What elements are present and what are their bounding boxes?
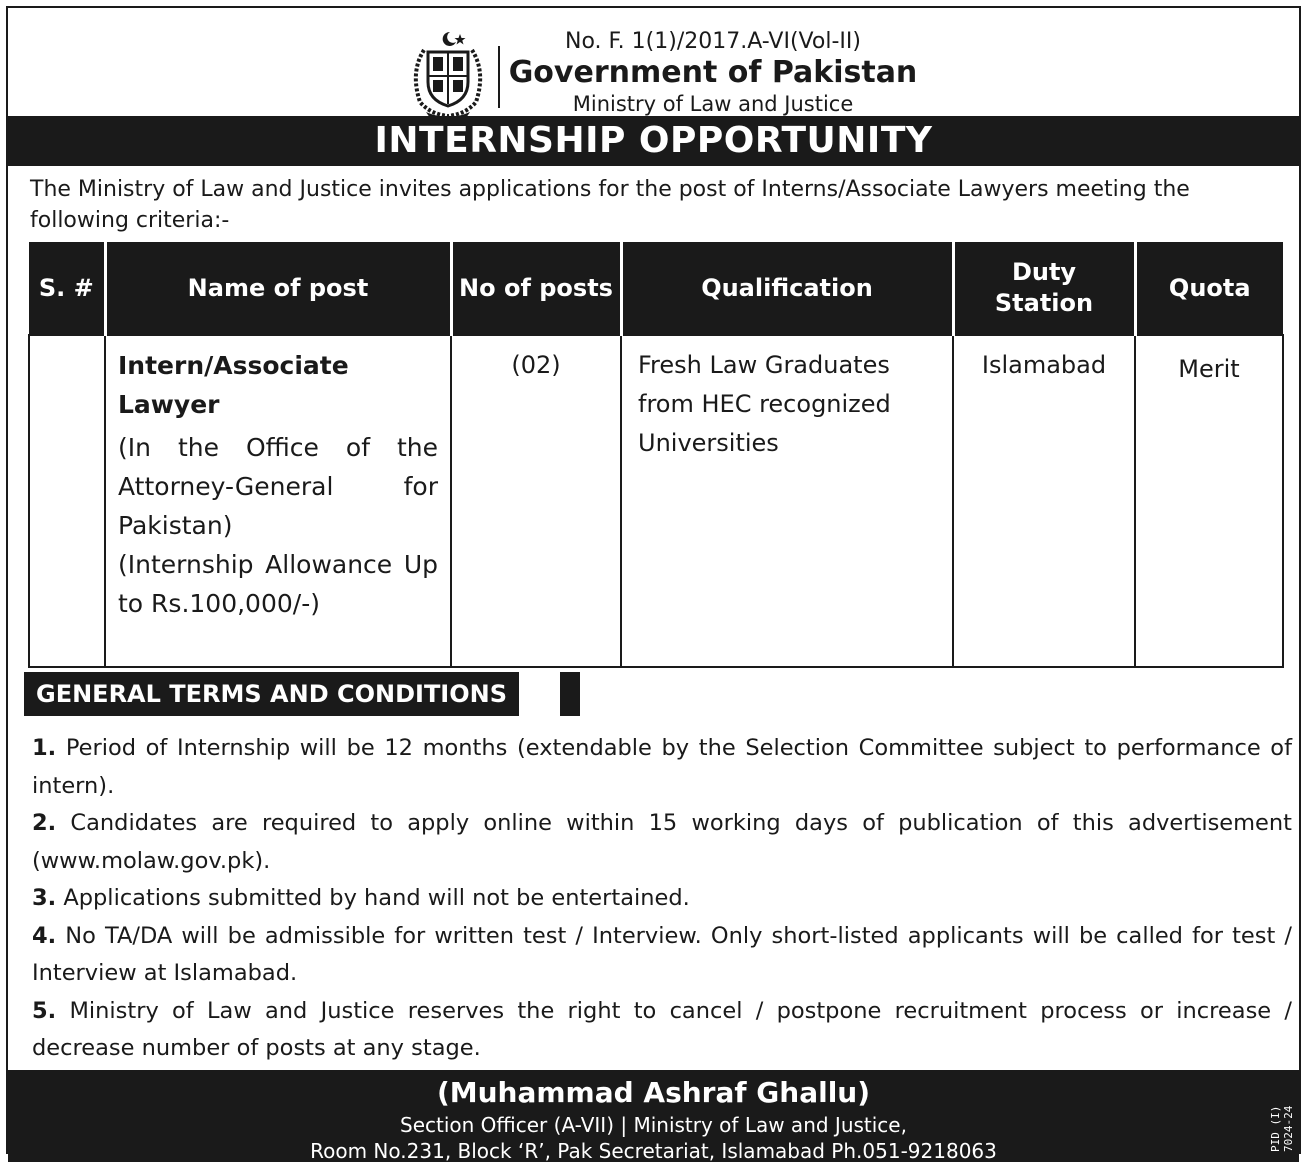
list-item (32, 805, 1292, 880)
cell-posts: (02) (451, 335, 621, 667)
ministry-name: Ministry of Law and Justice (572, 92, 854, 116)
col-header-qualification: Qualification (621, 242, 953, 335)
table-header-row (29, 242, 1283, 335)
footer-signature (8, 1070, 1299, 1162)
list-item (32, 880, 1292, 918)
term-number: 2. (32, 810, 57, 836)
cell-quota: Merit (1135, 335, 1283, 667)
cell-qualification: Fresh Law Graduates from HEC recognized Universities (621, 335, 953, 667)
pid-code: PID (I) 7024-24 (1269, 1105, 1295, 1152)
term-number: 4. (32, 922, 57, 949)
header (8, 16, 1299, 120)
term-text: Applications submitted by hand will not be entertained. (56, 885, 690, 911)
post-title: Intern/Associate Lawyer (118, 351, 349, 419)
term-text: Period of Internship will be 12 months (extendable by the Selection Committee subject to performance of intern). (32, 735, 1292, 799)
table-row (29, 335, 1283, 667)
list-item (32, 918, 1292, 993)
terms-list (32, 730, 1292, 1068)
page-title: INTERNSHIP OPPORTUNITY (8, 116, 1299, 166)
col-header-posts: No of posts (451, 242, 621, 335)
term-text: Candidates are required to apply online within 15 working days of publication of this advertisement (www.molaw.gov.pk). (32, 810, 1292, 874)
post-office: (In the Office of the Attorney-General for Pakistan) (118, 433, 438, 540)
post-allowance: (Internship Allowance Up to Rs.100,000/-) (118, 550, 438, 618)
term-text: Ministry of Law and Justice reserves the right to cancel / postpone recruitment process or increase / decrease number of posts at any stage. (32, 997, 1292, 1061)
state-emblem-icon (406, 28, 490, 122)
terms-heading-tail (560, 672, 580, 716)
cell-station: Islamabad (953, 335, 1135, 667)
posts-table (28, 242, 1284, 668)
list-item (32, 993, 1292, 1068)
col-header-quota: Quota (1135, 242, 1283, 335)
cell-post-name (105, 335, 451, 667)
term-number: 5. (32, 997, 57, 1024)
office-address: Room No.231, Block ‘R’, Pak Secretariat, Islamabad Ph.051-9218063 (310, 1139, 997, 1163)
government-name: Government of Pakistan (508, 55, 918, 90)
list-item (32, 730, 1292, 805)
term-text: No TA/DA will be admissible for written test / Interview. Only short-listed applicants will be called for test / Interview at Islamabad. (32, 922, 1292, 986)
signer-name: (Muhammad Ashraf Ghallu) (436, 1076, 871, 1109)
header-divider (498, 46, 500, 108)
signer-designation: Section Officer (A-VII) | Ministry of Law and Justice, (400, 1113, 907, 1137)
col-header-sno: S. # (29, 242, 105, 335)
header-text (508, 28, 918, 118)
col-header-name: Name of post (105, 242, 451, 335)
reference-number: No. F. 1(1)/2017.A-VI(Vol-II) (565, 29, 861, 54)
term-number: 3. (32, 885, 57, 911)
term-number: 1. (32, 735, 57, 761)
cell-sno (29, 335, 105, 667)
advertisement-frame (6, 6, 1301, 1163)
col-header-station: Duty Station (953, 242, 1135, 335)
intro-paragraph: The Ministry of Law and Justice invites applications for the post of Interns/Associate Lawyers meeting the following criteria:- (30, 177, 1190, 233)
terms-heading: GENERAL TERMS AND CONDITIONS (24, 672, 519, 716)
